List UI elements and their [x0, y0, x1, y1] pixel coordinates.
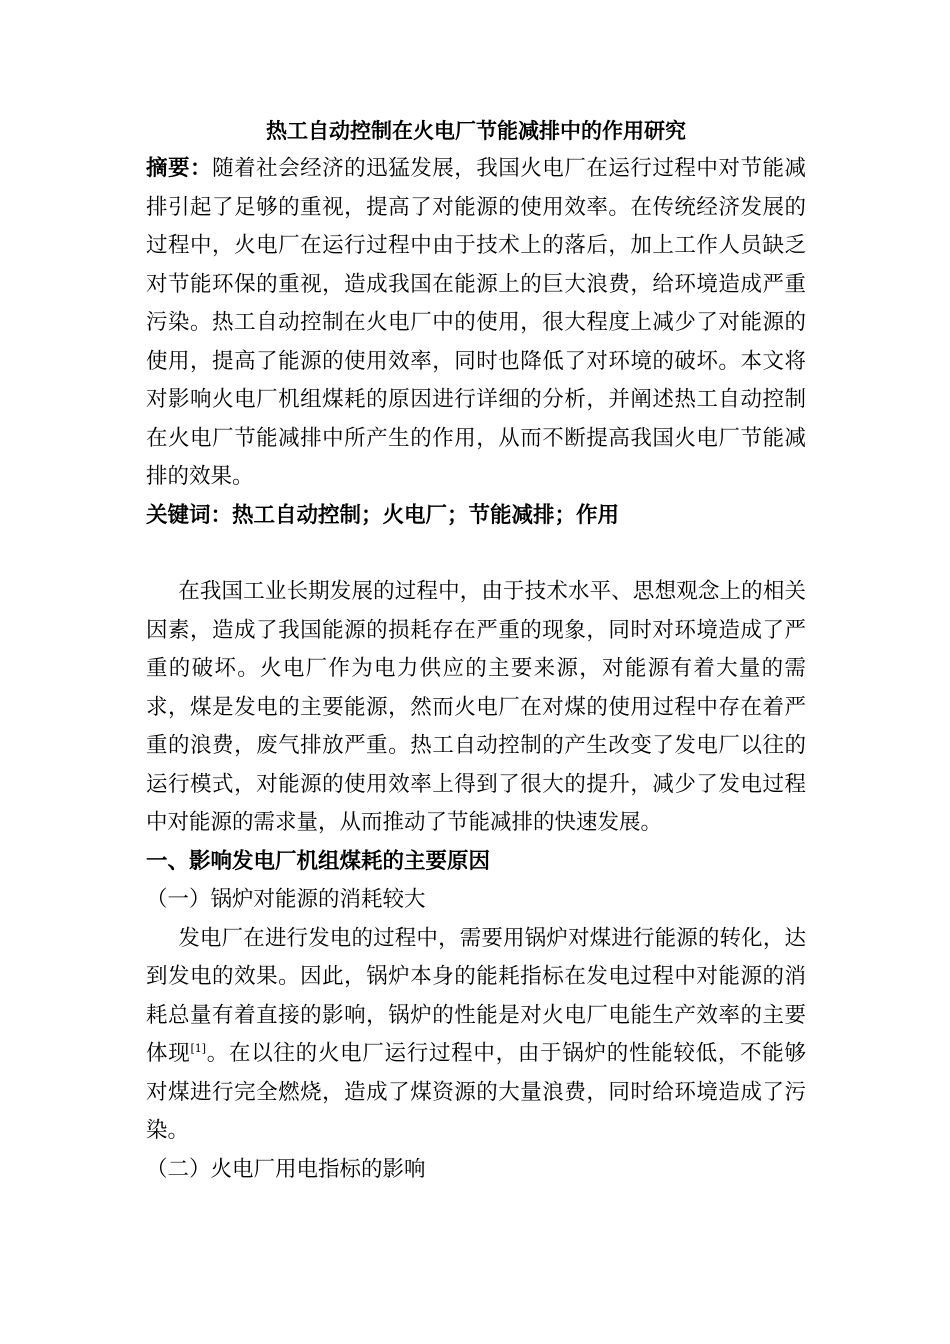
subsection-heading-1: （一）锅炉对能源的消耗较大 [146, 887, 426, 912]
document-title: 热工自动控制在火电厂节能减排中的作用研究 [266, 119, 686, 143]
intro-paragraph: 在我国工业长期发展的过程中，由于技术水平、思想观念上的相关因素，造成了我国能源的损耗存在严重的现象，同时对环境造成了严重的破坏。火电厂作为电力供应的主要来源，对能源有着大量的需求，煤是发电的主要能源，然而火电厂在对煤的使用过程中存在着严重的浪费，废气排放严重。热工自动控制的产生改变了发电厂以往的运行模式，对能源的使用效率上得到了很大的提升，减少了发电过程中对能源的需求量，从而推动了节能减排的快速发展。 [146, 579, 806, 835]
blank-line [146, 535, 806, 573]
citation-ref: [1] [190, 1041, 207, 1055]
subsection-heading-2: （二）火电厂用电指标的影响 [146, 1156, 426, 1182]
subsection-1-paragraph [146, 920, 806, 1151]
document-page [146, 112, 806, 1189]
subsection-1-text-after: 。在以往的火电厂运行过程中，由于锅炉的性能较低，不能够对煤进行完全燃烧，造成了煤资源的大量浪费，同时给环境造成了污染。 [146, 1041, 806, 1143]
section-heading-1: 一、影响发电厂机组煤耗的主要原因 [146, 848, 491, 874]
abstract-label: 摘要： [146, 156, 213, 181]
abstract-text: 随着社会经济的迅猛发展，我国火电厂在运行过程中对节能减排引起了足够的重视，提高了对能源的使用效率。在传统经济发展的过程中，火电厂在运行过程中由于技术上的落后，加上工作人员缺乏对节能环保的重视，造成我国在能源上的巨大浪费，给环境造成严重污染。热工自动控制在火电厂中的使用，很大程度上减少了对能源的使用，提高了能源的使用效率，同时也降低了对环境的破坏。本文将对影响火电厂机组煤耗的原因进行详细的分析，并阐述热工自动控制在火电厂节能减排中所产生的作用，从而不断提高我国火电厂节能减排的效果。 [146, 156, 806, 489]
abstract-paragraph [146, 150, 806, 497]
keywords-line: 关键词：热工自动控制；火电厂；节能减排；作用 [146, 502, 620, 528]
subsection-1-text-before: 发电厂在进行发电的过程中，需要用锅炉对煤进行能源的转化，达到发电的效果。因此，锅炉本身的能耗指标在发电过程中对能源的消耗总量有着直接的影响，锅炉的性能是对火电厂电能生产效率的主要体现 [146, 925, 806, 1066]
